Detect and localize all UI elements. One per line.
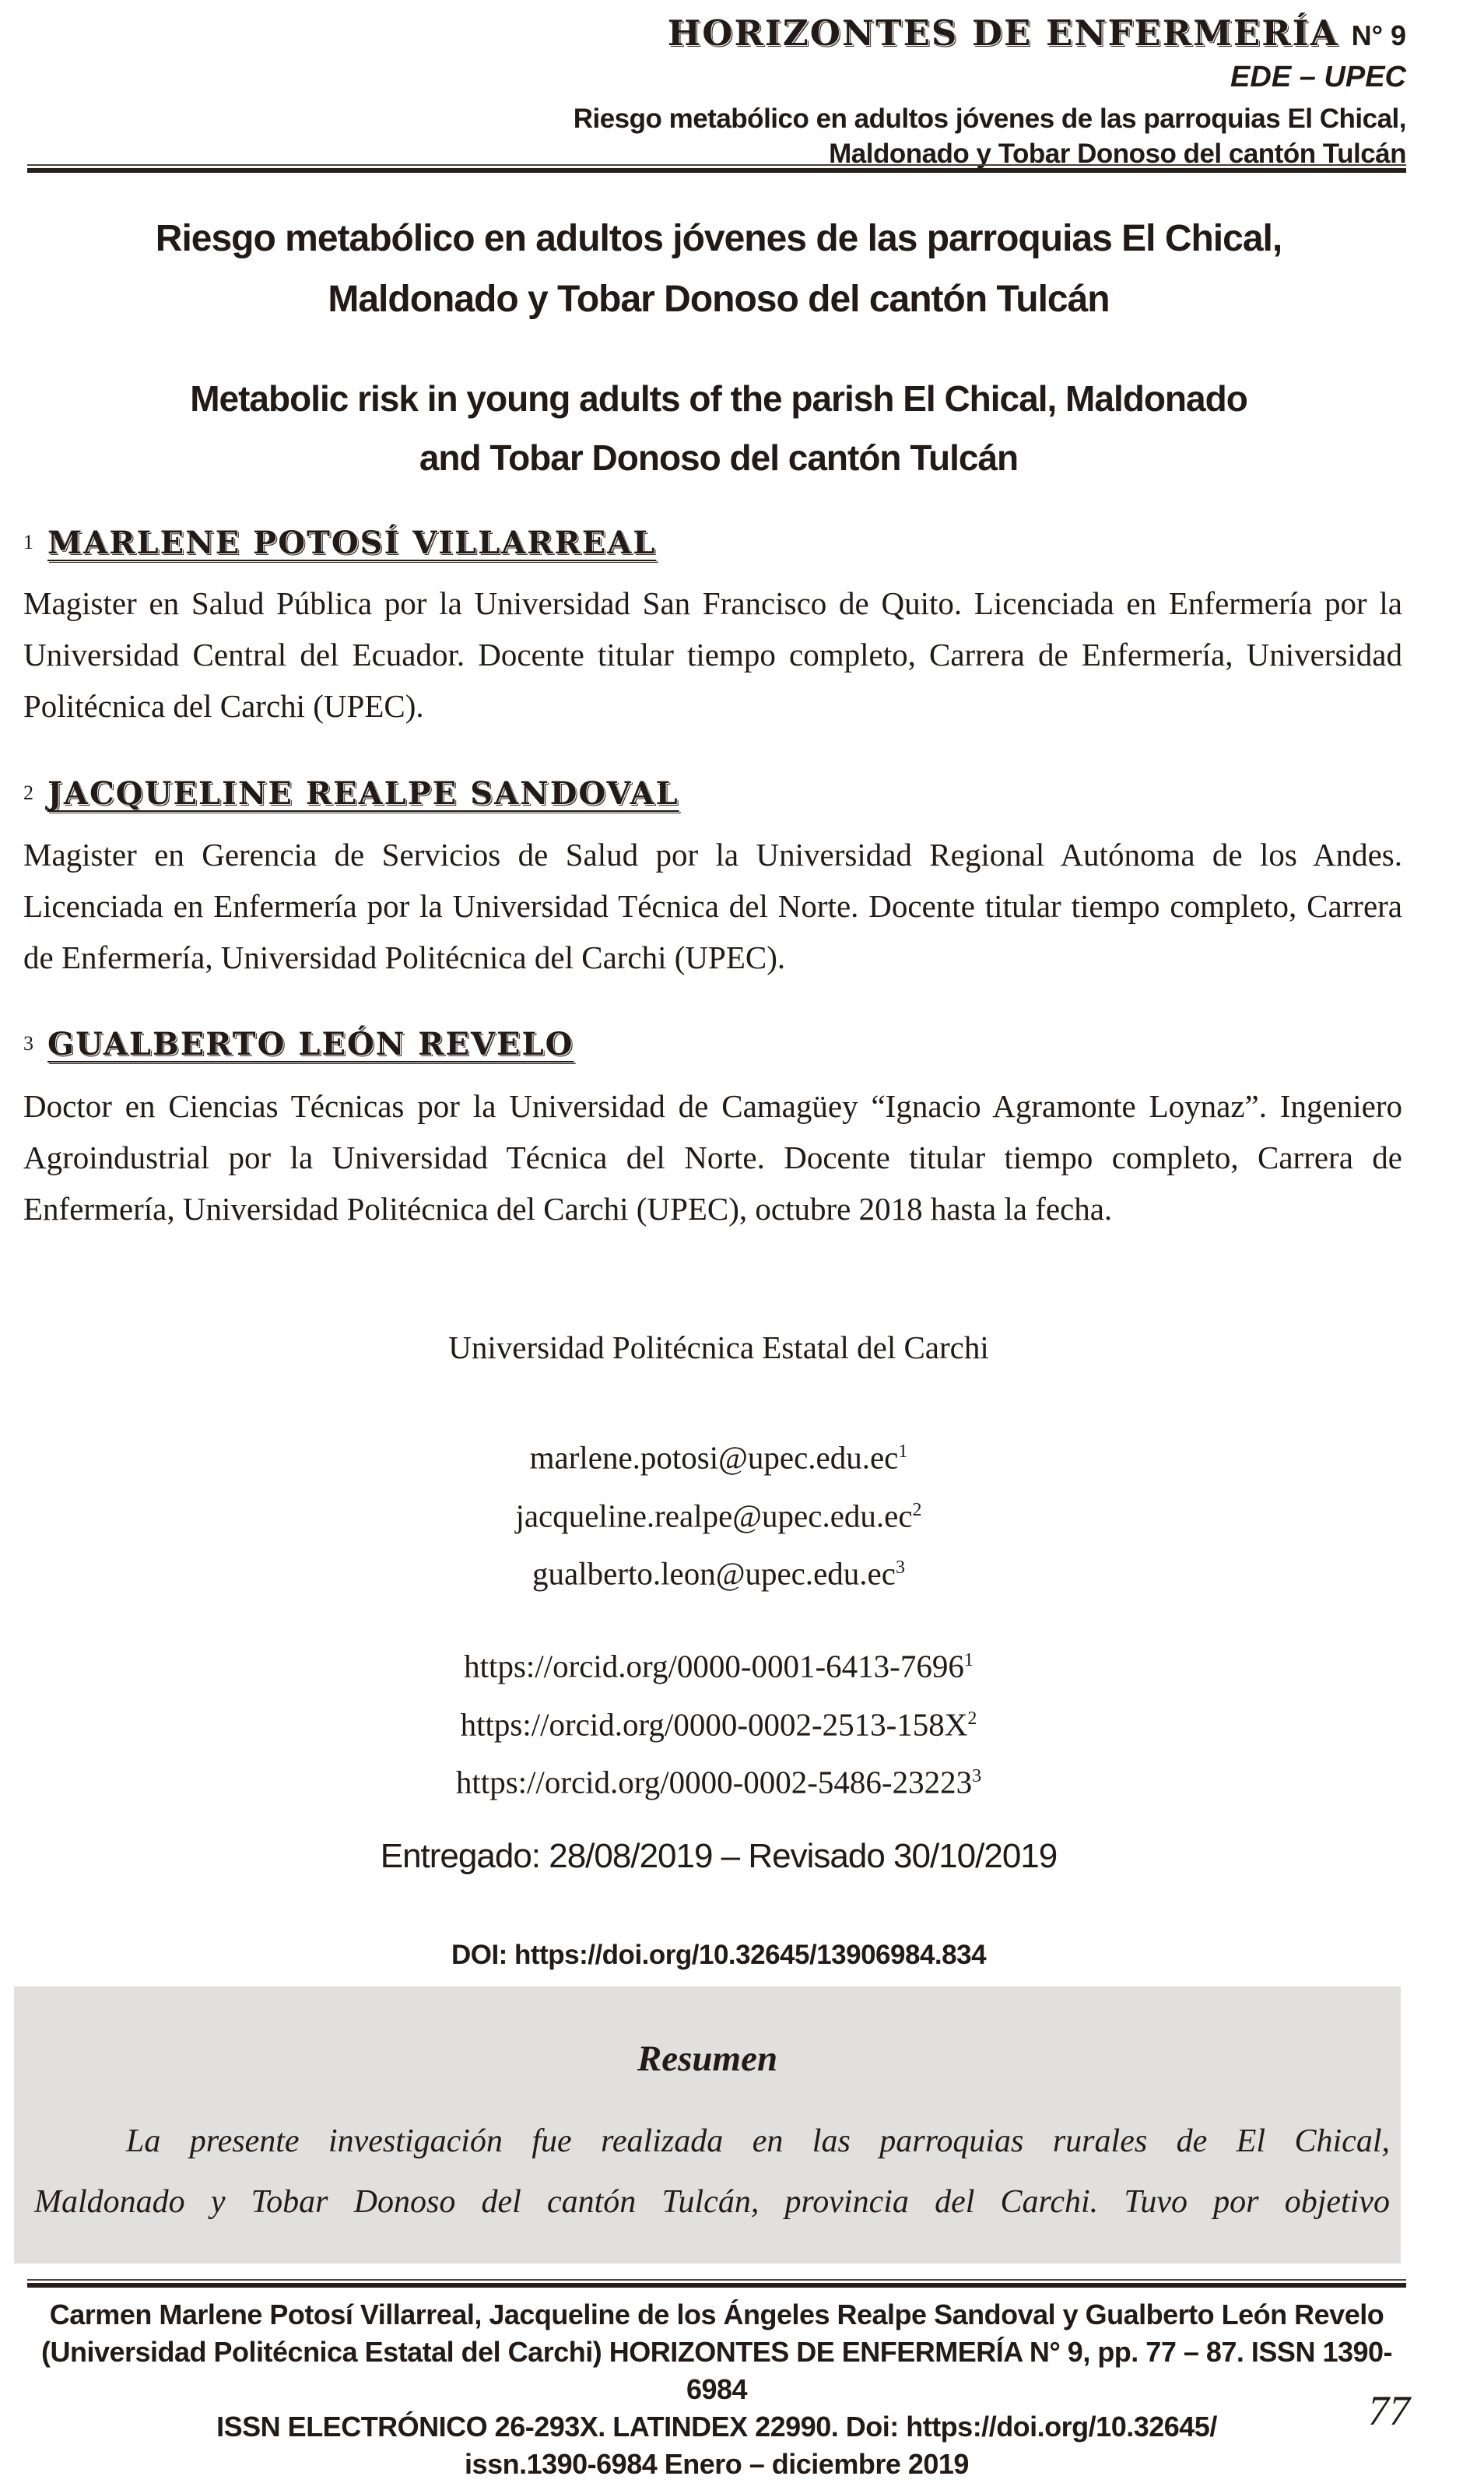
author-2-name: JACQUELINE REALPE SANDOVAL: [47, 775, 679, 812]
abstract-heading: Resumen: [637, 2039, 778, 2079]
journal-subtitle: EDE – UPEC: [1230, 61, 1406, 93]
author-2-marker: 2: [23, 781, 33, 804]
orcid-2-url: https://orcid.org/0000-0002-2513-158X: [460, 1706, 968, 1743]
abstract-box: [14, 1986, 1401, 2263]
footer-citation-line-3: ISSN ELECTRÓNICO 26-293X. LATINDEX 22990. Doi: https://doi.org/10.32645/: [216, 2411, 1217, 2443]
author-2-heading: [23, 775, 679, 812]
orcid-1-url: https://orcid.org/0000-0001-6413-7696: [464, 1648, 964, 1684]
page-number: 77: [1368, 2387, 1410, 2434]
author-3-name: GUALBERTO LEÓN REVELO: [47, 1026, 574, 1062]
footer-rule: [27, 2279, 1406, 2288]
running-title-line-2: Maldonado y Tobar Donoso del cantón Tulcán: [829, 139, 1406, 169]
running-title: [156, 101, 1406, 171]
page-header: [156, 12, 1406, 171]
issue-number: N° 9: [1351, 19, 1406, 51]
footer-citation-line-1: Carmen Marlene Potosí Villarreal, Jacqueline de los Ángeles Realpe Sandoval y Gualberto León Revelo: [49, 2299, 1384, 2330]
article-title-english-line-2: and Tobar Donoso del cantón Tulcán: [419, 437, 1019, 478]
email-3: [51, 1542, 1387, 1600]
article-title-spanish-line-1: Riesgo metabólico en adultos jóvenes de las parroquias El Chical,: [155, 218, 1282, 259]
author-1-marker: 1: [23, 530, 33, 553]
footer-citation: [27, 2296, 1406, 2483]
journal-title-line: [156, 12, 1406, 54]
email-2-marker: 2: [912, 1499, 922, 1520]
email-list: [51, 1426, 1387, 1600]
orcid-3-url: https://orcid.org/0000-0002-5486-23223: [455, 1764, 973, 1800]
doi-line: DOI: https://doi.org/10.32645/13906984.834: [451, 1940, 987, 1970]
author-3-bio: Doctor en Ciencias Técnicas por la Universidad de Camagüey “Ignacio Agramonte Loynaz”. Ingeniero Agroindustrial por la Universidad Técnica del Norte. Docente titular tiempo completo, Carrera de Enfermería, Universidad Politécnica del Carchi (UPEC), octubre 2018 hasta la fecha.: [23, 1088, 1402, 1227]
orcid-1: [51, 1635, 1387, 1693]
article-title-spanish: [51, 209, 1387, 330]
orcid-3-marker: 3: [972, 1766, 982, 1787]
article-title-spanish-line-2: Maldonado y Tobar Donoso del cantón Tulcán: [328, 279, 1110, 320]
author-3-heading: [23, 1026, 574, 1062]
author-1-bio: Magister en Salud Pública por la Universidad San Francisco de Quito. Licenciada en Enfermería por la Universidad Central del Ecuador. Docente titular tiempo completo, Carrera de Enfermería, Universidad Politécnica del Carchi (UPEC).: [23, 585, 1402, 724]
submission-dates: Entregado: 28/08/2019 – Revisado 30/10/2019: [380, 1837, 1058, 1875]
orcid-2: [51, 1693, 1387, 1751]
email-1: [51, 1426, 1387, 1484]
orcid-list: [51, 1635, 1387, 1809]
abstract-line-1: La presente investigación fue realizada en las parroquias rurales de El Chical,: [126, 2123, 1390, 2159]
author-1-name: MARLENE POTOSÍ VILLARREAL: [47, 525, 657, 561]
running-title-line-1: Riesgo metabólico en adultos jóvenes de las parroquias El Chical,: [573, 104, 1406, 134]
article-title-english-line-1: Metabolic risk in young adults of the parish El Chical, Maldonado: [190, 378, 1247, 419]
orcid-1-marker: 1: [963, 1650, 974, 1670]
footer-citation-line-2: (Universidad Politécnica Estatal del Carchi) HORIZONTES DE ENFERMERÍA N° 9, pp. 77 – 87. ISSN 1390-6984: [40, 2336, 1393, 2405]
email-1-marker: 1: [898, 1442, 908, 1462]
orcid-3: [51, 1751, 1387, 1809]
abstract-line-2: Maldonado y Tobar Donoso del cantón Tulcán, provincia del Carchi. Tuvo por objetivo: [34, 2184, 1390, 2220]
affiliation: Universidad Politécnica Estatal del Carchi: [448, 1329, 989, 1365]
article-title-english: [51, 369, 1387, 487]
abstract-paragraph: [14, 2111, 1401, 2232]
author-2-bio: Magister en Gerencia de Servicios de Salud por la Universidad Regional Autónoma de los Andes. Licenciada en Enfermería por la Universidad Técnica del Norte. Docente titular tiempo completo, Carrera de Enfermería, Universidad Politécnica del Carchi (UPEC).: [23, 837, 1402, 975]
footer-citation-line-4: issn.1390-6984 Enero – diciembre 2019: [465, 2448, 969, 2480]
journal-title: HORIZONTES DE ENFERMERÍA: [667, 12, 1339, 54]
email-1-address: marlene.potosi@upec.edu.ec: [529, 1439, 899, 1476]
header-rule: [27, 164, 1406, 173]
orcid-2-marker: 2: [967, 1708, 977, 1729]
author-3-marker: 3: [23, 1031, 33, 1055]
email-2-address: jacqueline.realpe@upec.edu.ec: [515, 1498, 913, 1534]
email-3-marker: 3: [895, 1558, 905, 1579]
email-3-address: gualberto.leon@upec.edu.ec: [532, 1555, 896, 1592]
author-1-heading: [23, 525, 657, 561]
email-2: [51, 1484, 1387, 1543]
